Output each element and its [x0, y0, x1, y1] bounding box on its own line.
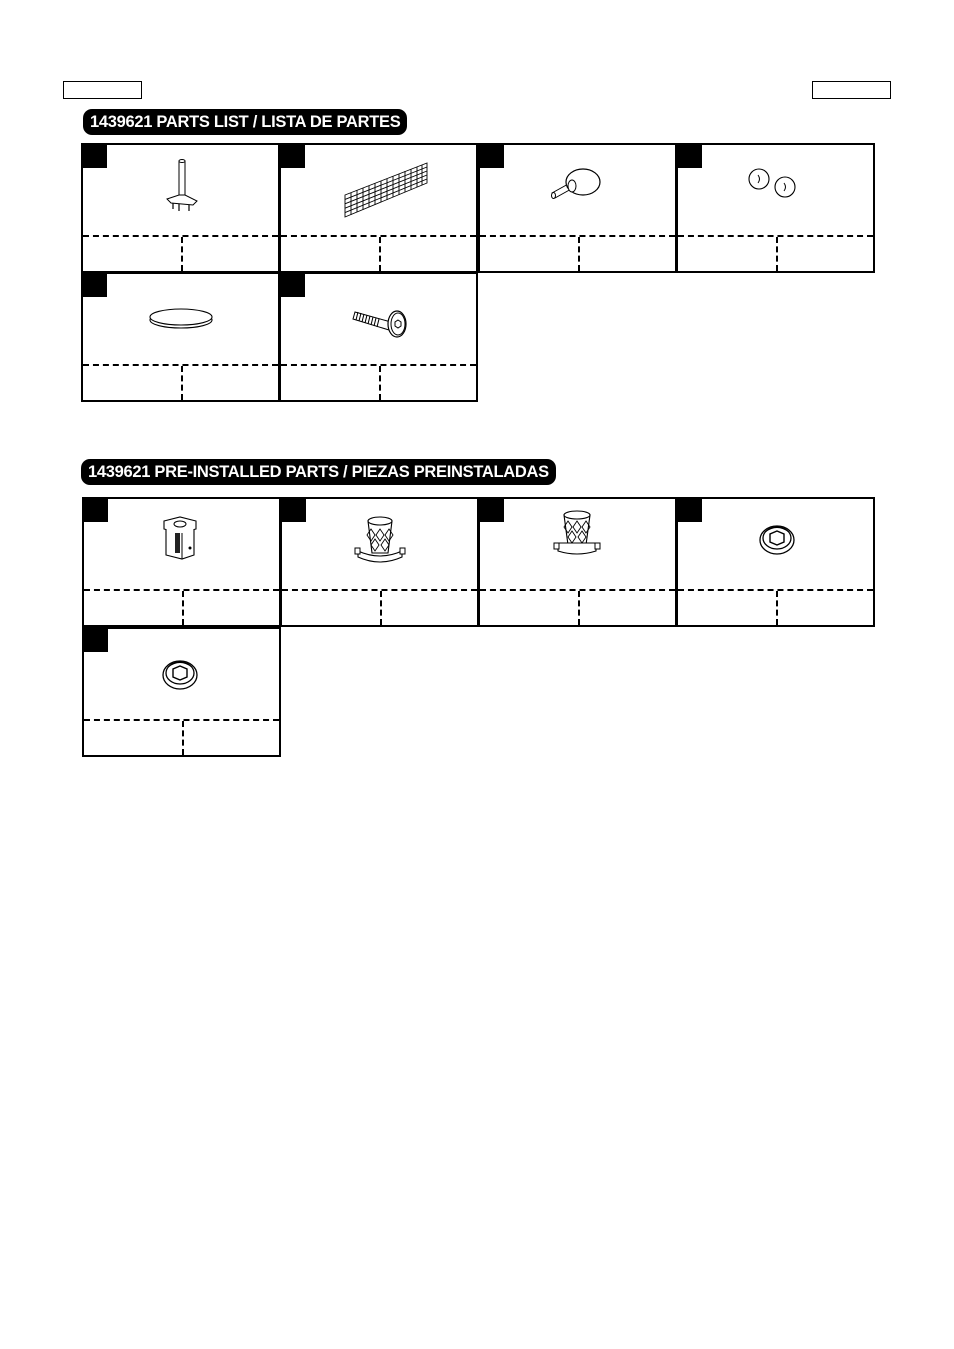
part-info-row — [678, 235, 873, 271]
info-divider — [379, 366, 381, 400]
part-info-row — [678, 589, 873, 625]
pre-installed-cell-5 — [82, 627, 281, 757]
info-divider — [380, 591, 382, 625]
page-number-box-left — [63, 81, 142, 99]
pre-installed-cell-4 — [676, 497, 875, 627]
info-divider — [379, 237, 381, 271]
part-cell-6 — [279, 272, 478, 402]
info-divider — [181, 366, 183, 400]
part-info-row — [281, 235, 476, 271]
info-divider — [181, 237, 183, 271]
part-info-row — [282, 589, 477, 625]
threaded-insert-icon — [282, 499, 477, 591]
grommet-nut-icon — [678, 499, 873, 591]
disc-pad-icon — [83, 274, 278, 366]
part-info-row — [281, 364, 476, 400]
parts-list-title: 1439621 PARTS LIST / LISTA DE PARTES — [83, 109, 407, 135]
info-divider — [578, 591, 580, 625]
part-info-row — [480, 589, 675, 625]
part-info-row — [83, 235, 278, 271]
part-cell-5 — [81, 272, 280, 402]
info-divider — [182, 721, 184, 755]
pre-installed-cell-1 — [82, 497, 281, 627]
knob-icon — [480, 145, 675, 237]
pre-installed-cell-3 — [478, 497, 677, 627]
hex-bolt-icon — [281, 274, 476, 366]
info-divider — [578, 237, 580, 271]
part-info-row — [84, 719, 279, 755]
grommet-nut-icon — [84, 629, 279, 721]
part-cell-1 — [81, 143, 280, 273]
page-number-box-right — [812, 81, 891, 99]
mounting-bracket-icon — [84, 499, 279, 591]
part-info-row — [84, 589, 279, 625]
wire-mesh-panel-icon — [281, 145, 476, 237]
part-cell-3 — [478, 143, 677, 273]
threaded-insert-icon — [480, 499, 675, 591]
part-info-row — [83, 364, 278, 400]
info-divider — [776, 237, 778, 271]
info-divider — [776, 591, 778, 625]
part-cell-4 — [676, 143, 875, 273]
small-rings-icon — [678, 145, 873, 237]
pin-with-bracket-icon — [83, 145, 278, 237]
pre-installed-title: 1439621 PRE-INSTALLED PARTS / PIEZAS PREINSTALADAS — [81, 459, 556, 485]
part-info-row — [480, 235, 675, 271]
part-cell-2 — [279, 143, 478, 273]
pre-installed-cell-2 — [280, 497, 479, 627]
info-divider — [182, 591, 184, 625]
